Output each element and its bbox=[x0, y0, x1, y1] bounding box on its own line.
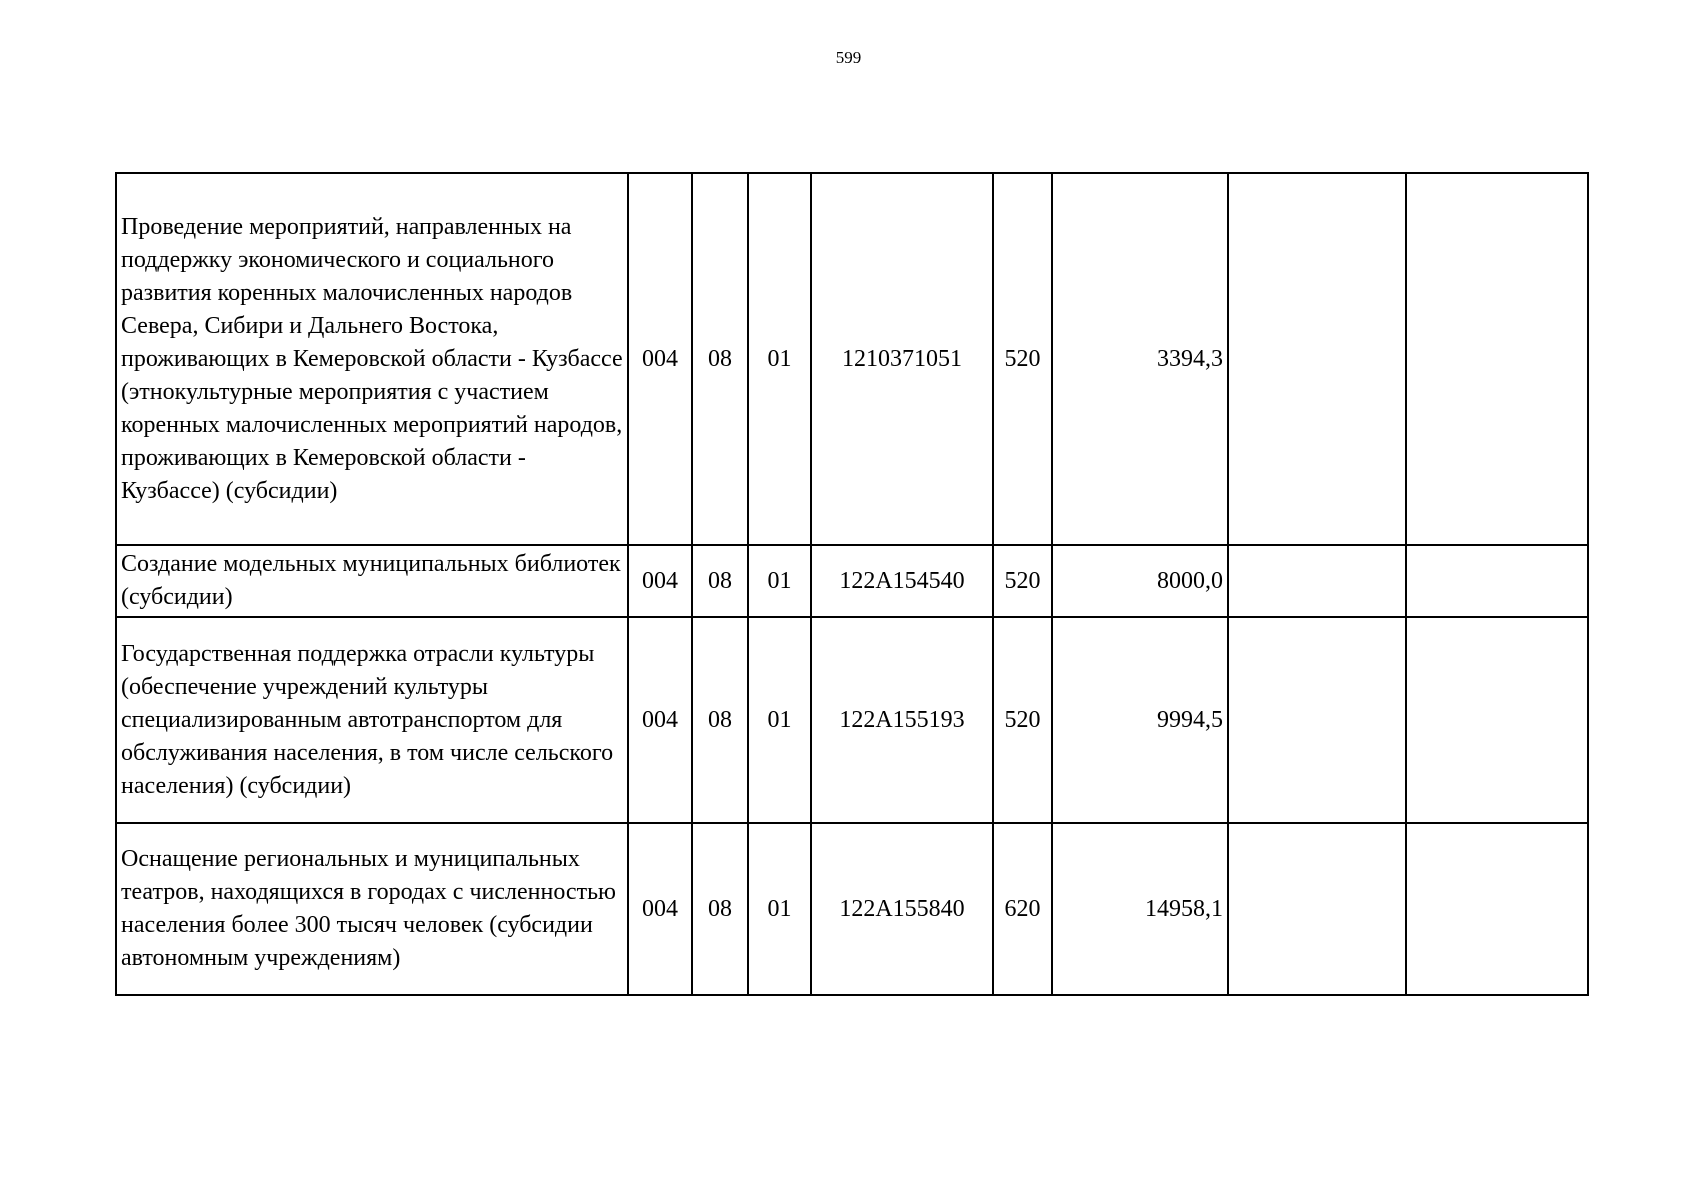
target-article-code: 1210371051 bbox=[811, 173, 993, 545]
row-description: Проведение мероприятий, направленных на поддержку экономического и социального развития коренных малочисленных народов Севера, Сибири и Дальнего Востока, проживающих в Кемеровской области - Кузбассе (этнокультурные мероприятия с участием коренных малочисленных мероприятий народов, проживающих в Кемеровской области - Кузбассе) (субсидии) bbox=[116, 173, 628, 545]
expense-type-code: 620 bbox=[993, 823, 1052, 995]
ministry-code: 004 bbox=[628, 823, 692, 995]
page-number: 599 bbox=[835, 48, 862, 67]
section-code: 08 bbox=[692, 545, 748, 617]
target-article-code: 122A155193 bbox=[811, 617, 993, 823]
ministry-code: 004 bbox=[628, 545, 692, 617]
row-description: Государственная поддержка отрасли культуры (обеспечение учреждений культуры специализированным автотранспортом для обслуживания населения, в том числе сельского населения) (субсидии) bbox=[116, 617, 628, 823]
amount-cell: 14958,1 bbox=[1052, 823, 1228, 995]
section-code: 08 bbox=[692, 823, 748, 995]
expense-type-code: 520 bbox=[993, 617, 1052, 823]
empty-cell bbox=[1406, 173, 1588, 545]
row-description: Оснащение региональных и муниципальных театров, находящихся в городах с численностью населения более 300 тысяч человек (субсидии автономным учреждениям) bbox=[116, 823, 628, 995]
row-description: Создание модельных муниципальных библиотек (субсидии) bbox=[116, 545, 628, 617]
expense-type-code: 520 bbox=[993, 545, 1052, 617]
budget-table bbox=[115, 172, 1589, 996]
empty-cell bbox=[1228, 823, 1406, 995]
amount-cell: 3394,3 bbox=[1052, 173, 1228, 545]
empty-cell bbox=[1406, 545, 1588, 617]
expense-type-code: 520 bbox=[993, 173, 1052, 545]
table-row bbox=[116, 173, 1588, 545]
amount-cell: 8000,0 bbox=[1052, 545, 1228, 617]
empty-cell bbox=[1406, 617, 1588, 823]
empty-cell bbox=[1228, 173, 1406, 545]
subsection-code: 01 bbox=[748, 545, 811, 617]
ministry-code: 004 bbox=[628, 173, 692, 545]
empty-cell bbox=[1228, 545, 1406, 617]
table-row bbox=[116, 617, 1588, 823]
table-row bbox=[116, 545, 1588, 617]
empty-cell bbox=[1406, 823, 1588, 995]
ministry-code: 004 bbox=[628, 617, 692, 823]
empty-cell bbox=[1228, 617, 1406, 823]
subsection-code: 01 bbox=[748, 173, 811, 545]
section-code: 08 bbox=[692, 173, 748, 545]
subsection-code: 01 bbox=[748, 617, 811, 823]
target-article-code: 122A155840 bbox=[811, 823, 993, 995]
section-code: 08 bbox=[692, 617, 748, 823]
target-article-code: 122A154540 bbox=[811, 545, 993, 617]
amount-cell: 9994,5 bbox=[1052, 617, 1228, 823]
subsection-code: 01 bbox=[748, 823, 811, 995]
table-row bbox=[116, 823, 1588, 995]
